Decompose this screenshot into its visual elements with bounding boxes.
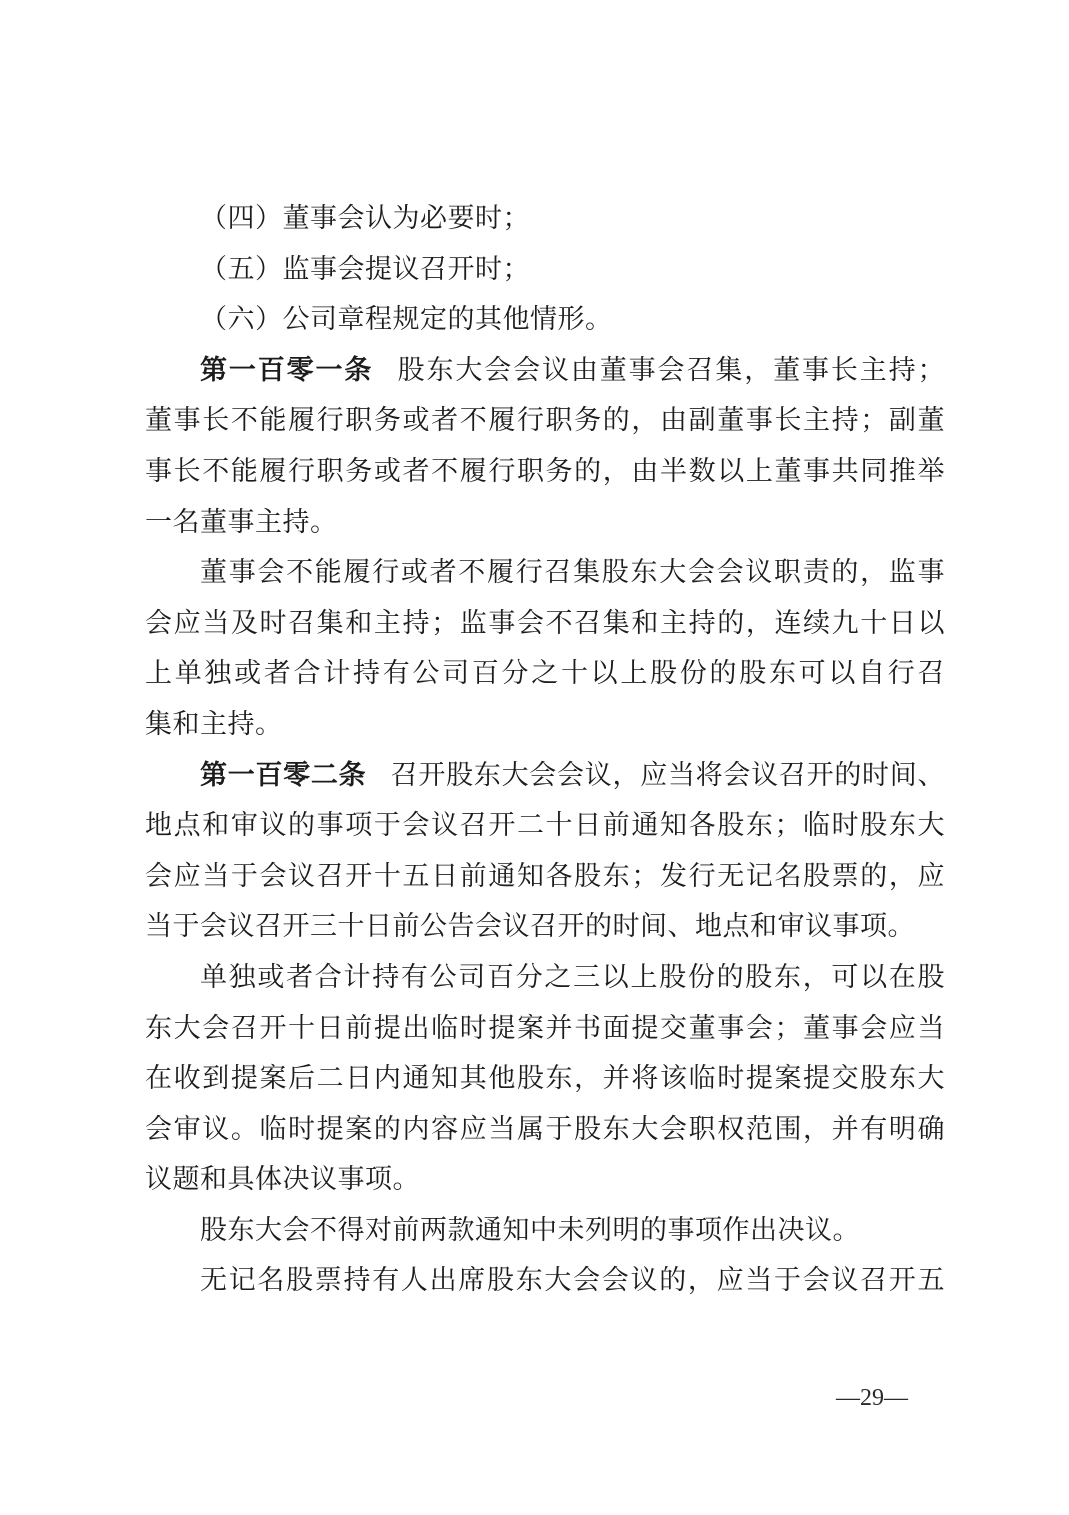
text-line: 地点和审议的事项于会议召开二十日前通知各股东；临时股东大 bbox=[145, 810, 945, 841]
article-number: 第一百零一条 bbox=[200, 354, 374, 385]
text-line: 股东大会不得对前两款通知中未列明的事项作出决议。 bbox=[200, 1214, 860, 1245]
document-body bbox=[145, 193, 945, 1306]
text-line bbox=[145, 345, 945, 396]
text-line: 董事长不能履行职务或者不履行职务的，由副董事长主持；副董 bbox=[145, 405, 945, 436]
text-line: 会审议。临时提案的内容应当属于股东大会职权范围，并有明确 bbox=[145, 1113, 945, 1144]
text-line: 在收到提案后二日内通知其他股东，并将该临时提案提交股东大 bbox=[145, 1063, 945, 1094]
text-line: 会应当及时召集和主持；监事会不召集和主持的，连续九十日以 bbox=[145, 607, 945, 638]
text-line: 董事会不能履行或者不履行召集股东大会会议职责的，监事 bbox=[200, 557, 945, 588]
text-line: 上单独或者合计持有公司百分之十以上股份的股东可以自行召 bbox=[145, 658, 945, 689]
text-line: 集和主持。 bbox=[145, 708, 283, 739]
article-text: 股东大会会议由董事会召集，董事长主持； bbox=[397, 354, 946, 385]
text-line: 当于会议召开三十日前公告会议召开的时间、地点和审议事项。 bbox=[145, 911, 915, 942]
text-line: 会应当于会议召开十五日前通知各股东；发行无记名股票的，应 bbox=[145, 860, 945, 891]
article-number: 第一百零二条 bbox=[200, 759, 367, 790]
text-line: （五）监事会提议召开时； bbox=[200, 253, 530, 284]
article-text: 召开股东大会会议，应当将会议召开的时间、 bbox=[390, 759, 946, 790]
text-line: 事长不能履行职务或者不履行职务的，由半数以上董事共同推举 bbox=[145, 455, 945, 486]
text-line: 无记名股票持有人出席股东大会会议的，应当于会议召开五 bbox=[200, 1265, 945, 1296]
text-line: （四）董事会认为必要时； bbox=[200, 203, 530, 233]
text-line: 一名董事主持。 bbox=[145, 506, 338, 537]
text-line: （六）公司章程规定的其他情形。 bbox=[200, 304, 613, 335]
page-number: —29— bbox=[836, 1385, 908, 1411]
text-line: 东大会召开十日前提出临时提案并书面提交董事会；董事会应当 bbox=[145, 1012, 945, 1043]
text-line: 议题和具体决议事项。 bbox=[145, 1164, 420, 1195]
text-line bbox=[145, 750, 945, 801]
text-line: 单独或者合计持有公司百分之三以上股份的股东，可以在股 bbox=[200, 961, 945, 992]
